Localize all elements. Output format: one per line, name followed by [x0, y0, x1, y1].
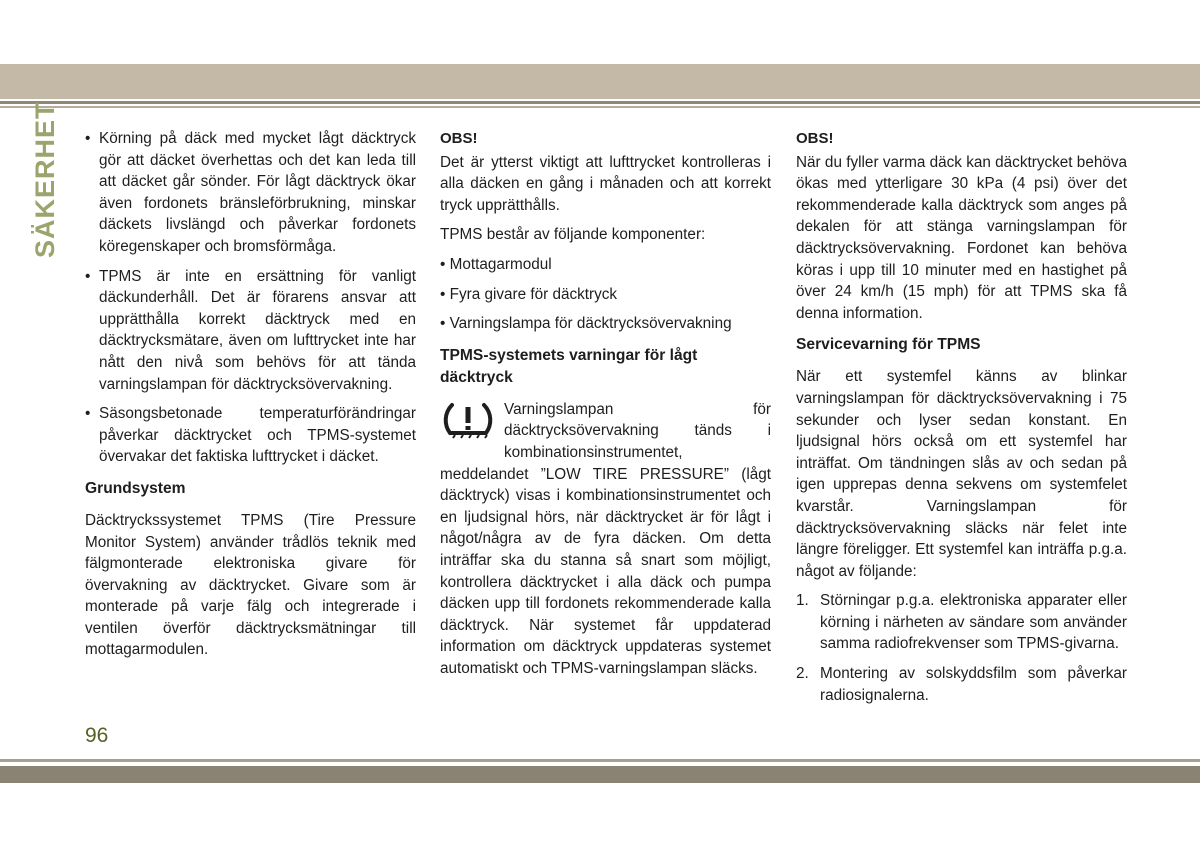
tire-pressure-warning-icon: [440, 399, 496, 443]
list-text: Störningar p.g.a. elektroniska apparater eller körning i närheten av sändare som använder samma radiofrekvenser som TPMS-givarna.: [820, 592, 1127, 653]
list-item: [796, 590, 1127, 655]
section-heading-service-warning: Servicevarning för TPMS: [796, 336, 981, 354]
service-warning-paragraph: När ett systemfel känns av blinkar varningslampan för däcktrycksövervakning i 75 sekunder och lyser sedan konstant. En ljudsignal hörs också om ett systemfel har inträffat. Om tändningen slås av och sedan på igen upprepas denna sekvens om systemfelet kvarstår. Varningslampan för däcktrycksövervakning släcks när felet inte längre föreligger. Ett systemfel kan inträffa p.g.a. något av följande:: [796, 368, 1127, 580]
list-number: 2.: [796, 665, 809, 683]
section-heading-grundsystem: Grundsystem: [85, 479, 186, 497]
bullet-item: [85, 403, 416, 468]
bullet-dot: •: [85, 130, 91, 147]
bullet-text: Säsongsbetonade temperaturförändringar påverkar däcktrycket och TPMS-systemet övervakar det faktiska lufttrycket i däcket.: [99, 405, 416, 466]
components-intro: TPMS består av följande komponenter:: [440, 226, 706, 244]
bullet-dot: •: [85, 405, 91, 423]
fault-cause-list: [796, 590, 1127, 706]
list-text: Montering av solskyddsfilm som påverkar radiosignalerna.: [820, 665, 1127, 704]
grundsystem-paragraph: Däcktryckssystemet TPMS (Tire Pressure Monitor System) använder trådlös teknik med fälgmonterade elektroniska givare för övervakning av däcktrycket. Givare som är monterade på varje fälg och integrerade i ventilen överför däcktrycksmätningar till mottagarmodulen.: [85, 511, 416, 659]
warning-block: [440, 399, 771, 680]
list-item: [796, 663, 1127, 706]
column-3: [796, 128, 1127, 714]
footer-band: [0, 766, 1200, 783]
component-item: • Mottagarmodul: [440, 255, 552, 273]
obs-text: Det är ytterst viktigt att lufttrycket kontrolleras i alla däcken en gång i månaden och att korrekt tryck upprätthålls.: [440, 153, 771, 214]
bullet-item: [85, 266, 416, 396]
component-item: • Fyra givare för däcktryck: [440, 285, 618, 303]
bullet-text: Körning på däck med mycket lågt däcktryck gör att däcket överhettas och det kan leda till att däcket går sönder. För lågt däcktryck ökar även fordonets bränsleförbrukning, minskar däckets livslängd och påverkar fordonets köregenskaper och bromsförmåga.: [99, 130, 416, 255]
bullet-dot: •: [85, 267, 91, 285]
obs-label: OBS!: [796, 130, 834, 147]
obs-label: OBS!: [440, 130, 478, 147]
header-rule: [0, 101, 1200, 104]
bullet-text: TPMS är inte en ersättning för vanligt däckunderhåll. Det är förarens ansvar att upprätthålla korrekt däcktryck med en däcktrycksmätare, även om lufttrycket inte har nått den nivå som behövs för att tända varningslampan för däcktrycksövervakning.: [99, 267, 416, 393]
section-side-title: SÄKERHET: [30, 101, 60, 258]
footer-rule: [0, 759, 1200, 762]
list-number: 1.: [796, 592, 809, 610]
column-2: [440, 128, 771, 687]
section-heading-low-pressure-warnings: TPMS-systemets varningar för lågt däcktryck: [440, 346, 698, 386]
header-band: [0, 64, 1200, 99]
header-rule-thin: [0, 106, 1200, 108]
bullet-item: [85, 128, 416, 258]
column-1: [85, 128, 416, 669]
page-number: 96: [85, 724, 109, 747]
component-item: • Varningslampa för däcktrycksövervakning: [440, 315, 732, 333]
warning-text: Varningslampan för däcktrycksövervakning tänds i kombinationsinstrumentet, meddelandet ”LOW TIRE PRESSURE” (lågt däcktryck) visas i kombinationsinstrumentet och en ljudsignal hörs, när däcktrycket är för lågt i något/några av de fyra däcken. Om detta inträffar ska du stanna så snart som möjligt, kontrollera däcktrycket i alla däck och pumpa däcken upp till fordonets rekommenderade kalla däcktryck. När systemet får uppdaterad information om däcktryck uppdateras systemet automatiskt och TPMS-varningslampan släcks.: [440, 400, 771, 677]
obs-text: När du fyller varma däck kan däcktrycket behöva ökas med ytterligare 30 kPa (4 psi) över det rekommenderade kalla däcktryck som anges på dekalen för att stänga varningslampan för däcktrycksövervakning. Fordonet kan behöva köras i upp till 10 minuter med en hastighet på över 24 km/h (15 mph) för att TPMS ska få denna information.: [796, 153, 1127, 322]
